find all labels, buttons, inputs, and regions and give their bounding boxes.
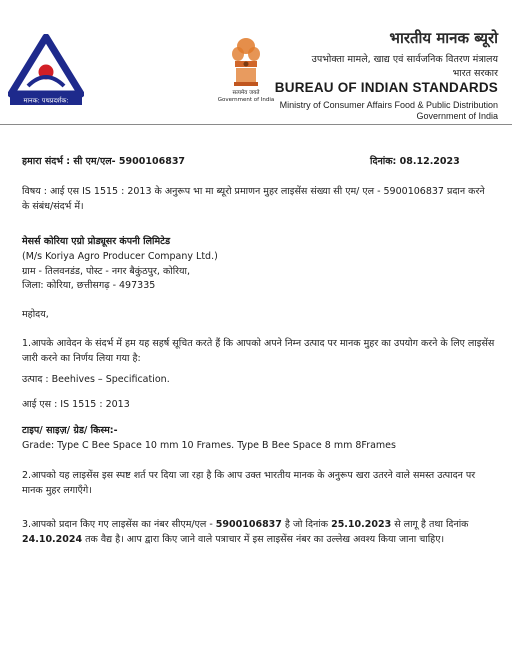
addressee-hindi: मेसर्स कोरिया एग्रो प्रोड्यूसर कंपनी लिमिटेड xyxy=(22,236,171,247)
paragraph-3-text-c: से लागू है तथा दिनांक xyxy=(391,519,469,530)
bis-logo xyxy=(8,34,84,106)
license-number: 5900106837 xyxy=(215,519,282,530)
address-line-2: जिला: कोरिया, छत्तीसगढ़ - 497335 xyxy=(22,280,156,291)
paragraph-3-text-b: है जो दिनांक xyxy=(281,519,332,530)
subject-line: विषय : आई एस IS 1515 : 2013 के अनुरूप भा मा ब्यूरो प्रमाणन मुहर लाइसेंस संख्या सी एम/ एल - 5900106837 प्रदान करने के संबंध/संदर्भ में। xyxy=(22,186,485,212)
standard-line: आई एस : IS 1515 : 2013 xyxy=(22,399,130,410)
header-divider xyxy=(0,124,512,125)
emblem-govt-label: Government of India xyxy=(217,97,275,103)
paragraph-2: 2.आपको यह लाइसेंस इस स्पष्ट शर्त पर दिया जा रहा है कि आप उक्त भारतीय मानक के अनुरूप खरा उतरने वाले समस्त उत्पादन पर मानक मुहर लगाएँगे। xyxy=(22,470,476,496)
ministry-english: Ministry of Consumer Affairs Food & Public Distribution xyxy=(279,100,498,110)
valid-to-date: 24.10.2024 xyxy=(22,534,83,545)
type-heading: टाइप/ साइज़/ ग्रेड/ किस्म:- xyxy=(22,425,118,436)
paragraph-1: 1.आपके आवेदन के संदर्भ में हम यह सहर्ष सूचित करते हैं कि आपको अपने निम्न उत्पाद पर मानक मुहर का उपयोग करने के लिए लाइसेंस जारी करने का निर्णय लिया गया है: xyxy=(22,338,495,364)
address-line-1: ग्राम - तिलवनडंड, पोस्ट - नगर बैकुंठपुर, कोरिया, xyxy=(22,266,191,277)
ministry-hindi: उपभोक्ता मामले, खाद्य एवं सार्वजनिक वितरण मंत्रालय xyxy=(311,54,498,65)
govt-hindi: भारत सरकार xyxy=(452,68,498,79)
grade-line: Grade: Type C Bee Space 10 mm 10 Frames. Type B Bee Space 8 mm 8Frames xyxy=(22,440,396,451)
addressee-english: (M/s Koriya Agro Producer Company Ltd.) xyxy=(22,251,218,262)
logo-text: मानक: पथप्रदर्शक: xyxy=(23,96,69,105)
letter-date: दिनांक: 08.12.2023 xyxy=(370,156,460,167)
salutation: महोदय, xyxy=(22,309,49,320)
valid-from-date: 25.10.2023 xyxy=(331,519,392,530)
org-name-english: BUREAU OF INDIAN STANDARDS xyxy=(274,80,498,95)
product-line: उत्पाद : Beehives – Specification. xyxy=(22,374,170,385)
paragraph-3-text-a: 3.आपको प्रदान किए गए लाइसेंस का नंबर सीएम/एल - xyxy=(22,519,216,530)
paragraph-3 xyxy=(22,517,496,547)
emblem-motto: सत्यमेव जयते xyxy=(232,90,260,96)
reference-number: हमारा संदर्भ : सी एम/एल- 5900106837 xyxy=(22,156,186,167)
org-name-hindi: भारतीय मानक ब्यूरो xyxy=(389,29,498,47)
paragraph-3-text-d: तक वैद्य है। आप द्वारा किए जाने वाले पत्राचार में इस लाइसेंस नंबर का उल्लेख अवश्य किया जाना चाहिए। xyxy=(82,534,445,545)
govt-english: Government of India xyxy=(416,111,498,121)
